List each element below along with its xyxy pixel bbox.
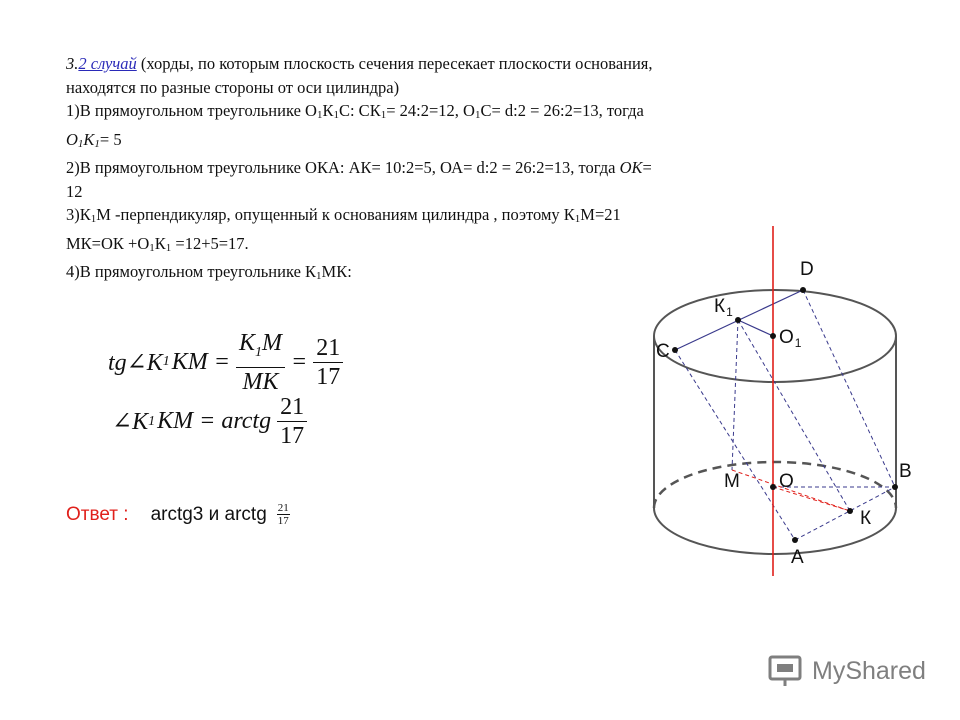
subscript: 1 xyxy=(148,413,156,429)
subscript: 1 xyxy=(333,109,339,121)
step-1-text: К xyxy=(322,101,334,120)
mk-text: К xyxy=(154,233,166,253)
step-1-text: 1)В прямоугольном треугольнике О xyxy=(66,101,317,120)
point-k1 xyxy=(735,317,741,323)
label-d: D xyxy=(800,259,814,280)
segment-db xyxy=(803,290,895,487)
fraction-numerator: 21 xyxy=(277,394,307,422)
watermark-text: MyShared xyxy=(812,656,926,685)
label-m: М xyxy=(724,471,740,492)
label-o: О xyxy=(779,471,794,492)
subscript: 1 xyxy=(316,270,322,282)
subscript: 1 xyxy=(94,137,100,150)
step-3-text: 3)К xyxy=(66,205,91,224)
step-3-text: М -перпендикуляр, опущенный к основаниям цилиндра , поэтому К xyxy=(96,205,575,224)
point-a xyxy=(792,537,798,543)
label-k1: $К_1$ xyxy=(714,296,733,319)
watermark xyxy=(768,654,926,688)
step-1-italic: К xyxy=(83,129,95,149)
fraction-denominator: 17 xyxy=(316,363,341,390)
step-3-text: М=21 xyxy=(580,205,621,224)
step-2-text: 2)В прямоугольном треугольнике ОКА: АК= 10:2=5, ОА= d:2 = 26:2=13, тогда xyxy=(66,158,620,177)
formula-lhs: ∠K xyxy=(112,409,149,435)
formula-lhs: KM = xyxy=(171,348,230,375)
subscript: 1 xyxy=(149,241,155,254)
step-2-text: = 12 xyxy=(66,158,652,201)
point-d xyxy=(800,287,806,293)
step-1-text: С: СК xyxy=(338,101,381,120)
subscript: 1 xyxy=(165,241,172,254)
point-c xyxy=(672,347,678,353)
subscript: 1 xyxy=(574,213,581,225)
fraction-denominator: 17 xyxy=(280,423,305,449)
step-4-text: 4)В прямоугольном треугольнике К xyxy=(66,262,317,281)
label-b: В xyxy=(899,461,912,482)
equals-sign: = xyxy=(291,348,308,375)
mk-text: =12+5=17. xyxy=(171,233,249,253)
step-4-text: МК: xyxy=(321,262,352,281)
fraction-numerator: 21 xyxy=(277,502,289,514)
point-k xyxy=(847,508,853,514)
subscript: 1 xyxy=(162,354,170,370)
segment-ca xyxy=(675,350,795,540)
subscript: 1 xyxy=(90,213,97,225)
fraction-numerator: K xyxy=(239,330,256,356)
fraction-numerator: M xyxy=(262,330,283,356)
subscript: 1 xyxy=(474,109,481,121)
point-o1 xyxy=(770,333,776,339)
mk-text: МК=ОК +О xyxy=(66,233,150,253)
step-1-text: = 24:2=12, О xyxy=(386,101,475,120)
formula-lhs: tg∠K xyxy=(108,349,163,376)
fraction-numerator: 21 xyxy=(313,335,343,363)
label-a: А xyxy=(791,547,804,568)
fraction-denominator: 17 xyxy=(277,515,289,527)
answer-value: arctg3 и arctg xyxy=(150,503,267,525)
points xyxy=(672,287,898,543)
step-2-italic: ОК xyxy=(619,158,643,177)
point-b xyxy=(892,484,898,490)
point-o xyxy=(770,484,776,490)
case-description: (хорды, по которым плоскость сечения пересекает плоскости основания, находятся по разные стороны от оси цилиндра) xyxy=(66,54,653,97)
subscript: 1 xyxy=(380,109,387,121)
subscript: 1 xyxy=(77,137,84,150)
label-c: С xyxy=(656,341,670,362)
label-o1: $О_1$ xyxy=(779,327,802,350)
step-1-italic: О xyxy=(66,129,78,149)
case-link[interactable]: 2 случай xyxy=(78,54,137,73)
formula-lhs: KM = arctg xyxy=(157,408,272,434)
presentation-icon xyxy=(768,654,806,688)
step-1-text: = 5 xyxy=(99,129,122,149)
label-k: К xyxy=(860,508,872,529)
subscript: 1 xyxy=(255,344,263,360)
case-number: 3. xyxy=(66,54,79,73)
subscript: 1 xyxy=(316,109,323,121)
answer-label: Ответ : xyxy=(66,503,129,525)
step-1-text: С= d:2 = 26:2=13, тогда xyxy=(480,101,644,120)
fraction-denominator: MK xyxy=(242,368,279,395)
